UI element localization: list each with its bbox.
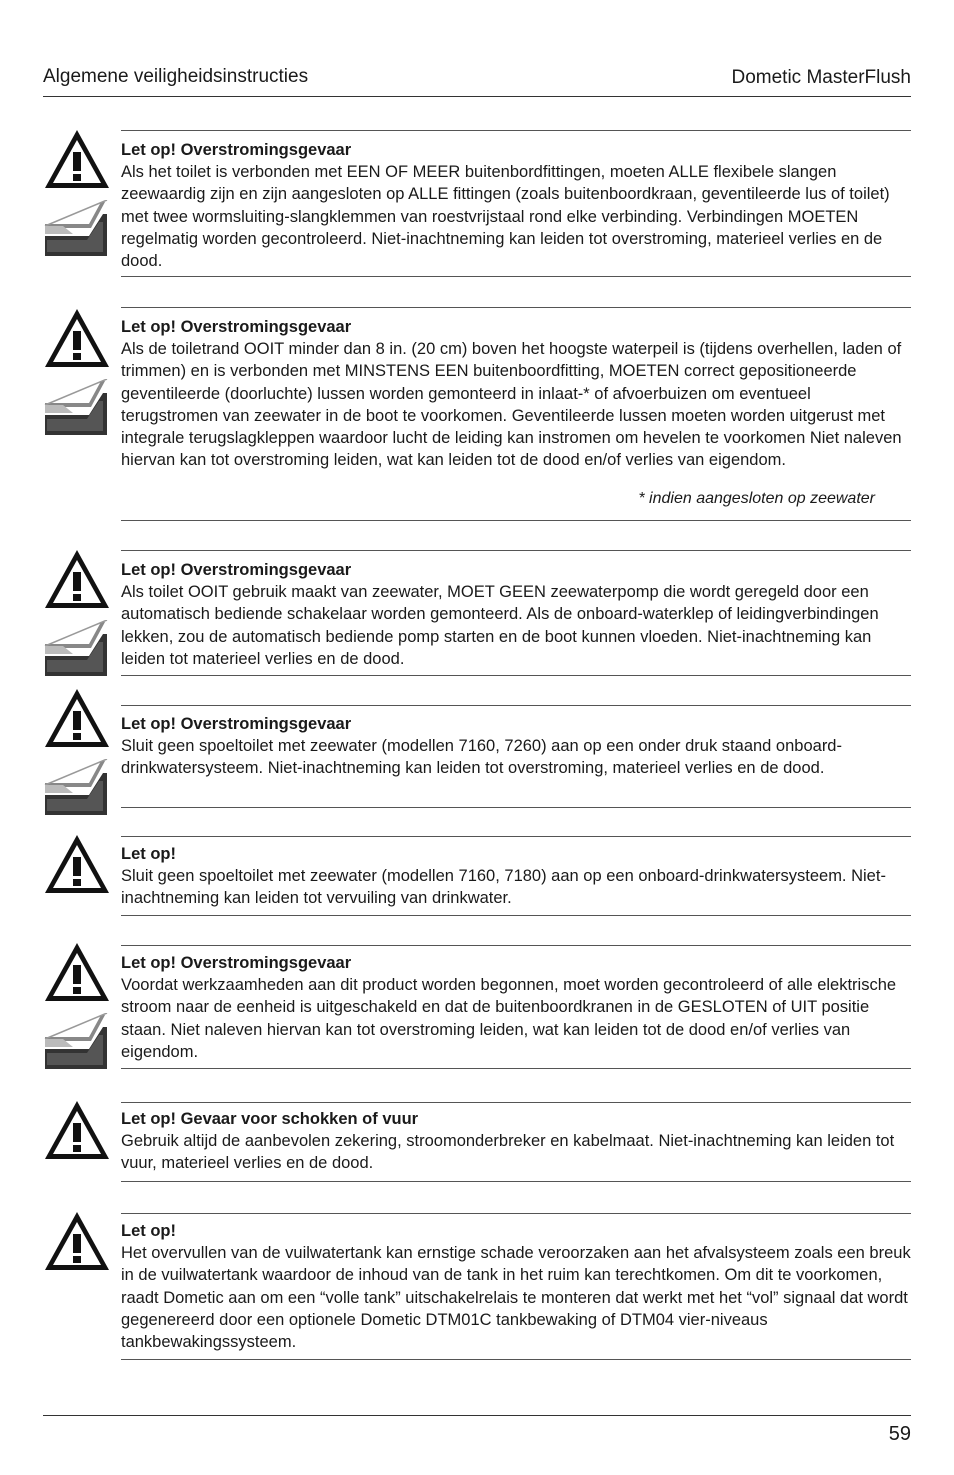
flooding-boat-icon bbox=[43, 620, 109, 676]
divider bbox=[121, 1213, 911, 1214]
warning-triangle-icon bbox=[43, 687, 111, 749]
divider bbox=[121, 307, 911, 308]
warning-triangle-icon bbox=[43, 941, 111, 1003]
section-title: Algemene veiligheidsinstructies bbox=[43, 66, 309, 87]
divider bbox=[121, 675, 911, 676]
footer-divider bbox=[43, 1415, 911, 1416]
warning-block-2 bbox=[43, 307, 911, 522]
warning-triangle-icon bbox=[43, 128, 111, 190]
warning-triangle-icon bbox=[43, 833, 111, 895]
warning-title: Let op! Overstromingsgevaar bbox=[121, 715, 352, 733]
divider bbox=[121, 807, 911, 808]
divider bbox=[121, 915, 911, 916]
warning-triangle-icon bbox=[43, 548, 111, 610]
warning-triangle-icon bbox=[43, 1099, 111, 1161]
page-number: 59 bbox=[888, 1423, 911, 1445]
warning-title: Let op! Overstromingsgevaar bbox=[121, 561, 352, 579]
divider bbox=[121, 1181, 911, 1182]
divider bbox=[121, 276, 911, 277]
warning-block-3 bbox=[43, 550, 911, 677]
divider bbox=[121, 705, 911, 706]
warning-body: Als toilet OOIT gebruik maakt van zeewater, MOET GEEN zeewaterpomp die wordt geregeld door een automatisch bediende schakelaar worden gemonteerd. Als de onboard-waterklep of leidingverbindingen lekken, zou de automatisch bediende pomp starten en de boot kunnen vloeden. Niet-inachtneming kan leiden tot materieel verlies en de dood. bbox=[121, 583, 879, 668]
divider bbox=[121, 130, 911, 131]
divider bbox=[121, 520, 911, 521]
flooding-boat-icon bbox=[43, 1013, 109, 1069]
warning-body: Sluit geen spoeltoilet met zeewater (modellen 7160, 7180) aan op een onboard-drinkwatersysteem. Niet-inachtneming kan leiden tot vervuiling van drinkwater. bbox=[121, 867, 886, 908]
warning-body: Gebruik altijd de aanbevolen zekering, stroomonderbreker en kabelmaat. Niet-inachtneming kan leiden tot vuur, materieel verlies en de dood. bbox=[121, 1132, 895, 1173]
warning-title: Let op! Gevaar voor schokken of vuur bbox=[121, 1110, 419, 1128]
warning-block-6 bbox=[43, 945, 911, 1071]
flooding-boat-icon bbox=[43, 759, 109, 815]
warning-body: Als het toilet is verbonden met EEN OF MEER buitenbordfittingen, moeten ALLE flexibele slangen zeewaardig zijn en zijn aangesloten op ALLE fittingen (zoals buitenboordkraan, geventileerde lus of toilet) met twee wormsluiting-slangklemmen van roestvrijstaal rond elke verbinding. Verbindingen MOETEN regelmatig worden gecontroleerd. Niet-inachtneming kan leiden tot overstroming, materieel verlies en de dood. bbox=[121, 163, 890, 271]
divider bbox=[121, 1359, 911, 1360]
divider bbox=[121, 945, 911, 946]
footnote: * indien aangesloten op zeewater bbox=[638, 490, 875, 507]
warning-body: Het overvullen van de vuilwatertank kan ernstige schade veroorzaken aan het afvalsysteem zoals een breuk in de vuilwatertank waardoor de inhoud van de tank in het ruim kan terechtkomen. Om dit te voorkomen, raadt Dometic aan om een “volle tank” uitschakelrelais te monteren dat werkt met het “vol” signaal dat wordt gegenereerd door een optionele Dometic DTM01C tankbewaking of DTM04 vier-niveaus tankbewakingssysteem. bbox=[121, 1244, 911, 1352]
warning-title: Let op! bbox=[121, 1222, 176, 1240]
flooding-boat-icon bbox=[43, 379, 109, 435]
divider bbox=[121, 1102, 911, 1103]
warning-body: Sluit geen spoeltoilet met zeewater (modellen 7160, 7260) aan op een onder druk staand onboard-drinkwatersysteem. Niet-inachtneming kan leiden tot overstroming, materieel verlies en de dood. bbox=[121, 737, 842, 778]
warning-title: Let op! Overstromingsgevaar bbox=[121, 954, 352, 972]
warning-title: Let op! Overstromingsgevaar bbox=[121, 141, 352, 159]
warning-block-7 bbox=[43, 1102, 911, 1183]
warning-block-1 bbox=[43, 130, 911, 278]
warning-title: Let op! bbox=[121, 845, 176, 863]
warning-block-4 bbox=[43, 705, 911, 809]
divider bbox=[121, 1068, 911, 1069]
warning-triangle-icon bbox=[43, 307, 111, 369]
warning-block-5 bbox=[43, 836, 911, 917]
warning-triangle-icon bbox=[43, 1210, 111, 1272]
flooding-boat-icon bbox=[43, 200, 109, 256]
warning-block-8 bbox=[43, 1213, 911, 1362]
page-header bbox=[43, 64, 911, 97]
warning-title: Let op! Overstromingsgevaar bbox=[121, 318, 352, 336]
product-name: Dometic MasterFlush bbox=[731, 67, 911, 88]
divider bbox=[121, 836, 911, 837]
warning-body: Voordat werkzaamheden aan dit product worden begonnen, moet worden gecontroleerd of alle elektrische stroom naar de eenheid is uitgeschakeld en dat de buitenboordkranen in de GESLOTEN of UIT positie staan. Niet naleven hiervan kan tot overstroming leiden, wat kan leiden tot de dood en/of verlies van eigendom. bbox=[121, 976, 897, 1061]
warning-body: Als de toiletrand OOIT minder dan 8 in. (20 cm) boven het hoogste waterpeil is (tijdens overhellen, laden of trimmen) en is verbonden met MINSTENS EEN buitenboordfitting, MOETEN correct gepositioneerde geventileerde (doorluchte) lussen worden gemonteerd in inlaat-* of afvoerbuizen om eventueel terugstromen van zeewater in de boot te voorkomen. Geventileerde lussen moeten worden uitgerust met integrale terugslagkleppen waardoor lucht de leiding kan instromen om hevelen te voorkomen Niet naleven hiervan kan tot overstroming leiden, wat kan leiden tot de dood en/of verlies van eigendom. bbox=[121, 340, 902, 470]
divider bbox=[121, 550, 911, 551]
